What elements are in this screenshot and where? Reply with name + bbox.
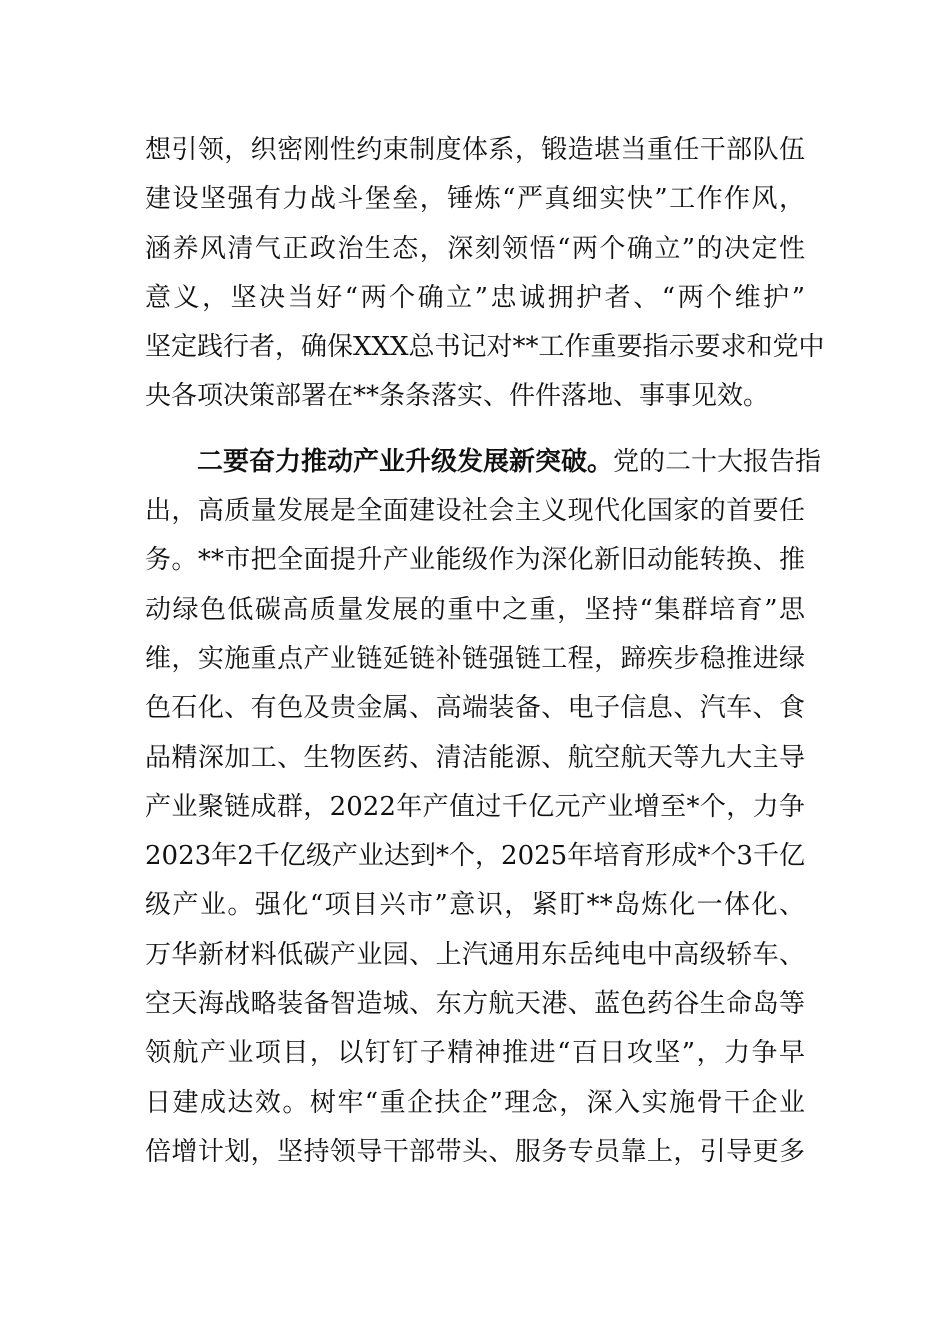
text-line: 涵养风清气正政治生态，深刻领悟“两个确立”的决定性 [145,233,805,264]
document-body [145,126,825,1177]
paragraph-heading: 二要奋力推动产业升级发展新突破。 [197,446,614,477]
text-line: 央各项决策部署在**条条落实、件件落地、事事见效。 [145,381,770,412]
text-line: 务。**市把全面提升产业能级作为深化新旧动能转换、推 [145,545,805,576]
text-line: 意义，坚决当好“两个确立”忠诚拥护者、“两个维护” [145,282,805,313]
text-line: 出，高质量发展是全面建设社会主义现代化国家的首要任 [145,496,805,527]
paragraph-2 [145,438,822,1177]
text-line: 空天海战略装备智造城、东方航天港、蓝色药谷生命岛等 [145,989,805,1020]
text-line: 领航产业项目，以钉钉子精神推进“百日攻坚”，力争早 [145,1038,805,1069]
text-line: 2023年2千亿级产业达到*个，2025年培育形成*个3千亿 [145,841,805,872]
paragraph-1 [145,126,825,422]
text-line: 维，实施重点产业链延链补链强链工程，蹄疾步稳推进绿 [145,643,805,674]
text-line: 万华新材料低碳产业园、上汽通用东岳纯电中高级轿车、 [145,939,805,970]
text-line: 动绿色低碳高质量发展的重中之重，坚持“集群培育”思 [145,594,805,625]
text-line-first [145,438,822,487]
text-line: 坚定践行者，确保XXX总书记对**工作重要指示要求和党中 [145,332,825,363]
text-line-rest: 党的二十大报告指 [613,446,822,477]
text-line: 品精深加工、生物医药、清洁能源、航空航天等九大主导 [145,742,805,773]
text-line: 想引领，织密刚性约束制度体系，锻造堪当重任干部队伍 [145,135,805,165]
text-line: 日建成达效。树牢“重企扶企”理念，深入实施骨干企业 [145,1087,805,1118]
text-line: 色石化、有色及贵金属、高端装备、电子信息、汽车、食 [145,693,805,724]
text-line: 建设坚强有力战斗堡垒，锤炼“严真细实快”工作作风， [145,184,805,215]
text-line: 级产业。强化“项目兴市”意识，紧盯**岛炼化一体化、 [145,890,805,921]
text-line: 产业聚链成群，2022年产值过千亿元产业增至*个，力争 [145,791,805,822]
text-line: 倍增计划，坚持领导干部带头、服务专员靠上，引导更多 [145,1136,805,1167]
